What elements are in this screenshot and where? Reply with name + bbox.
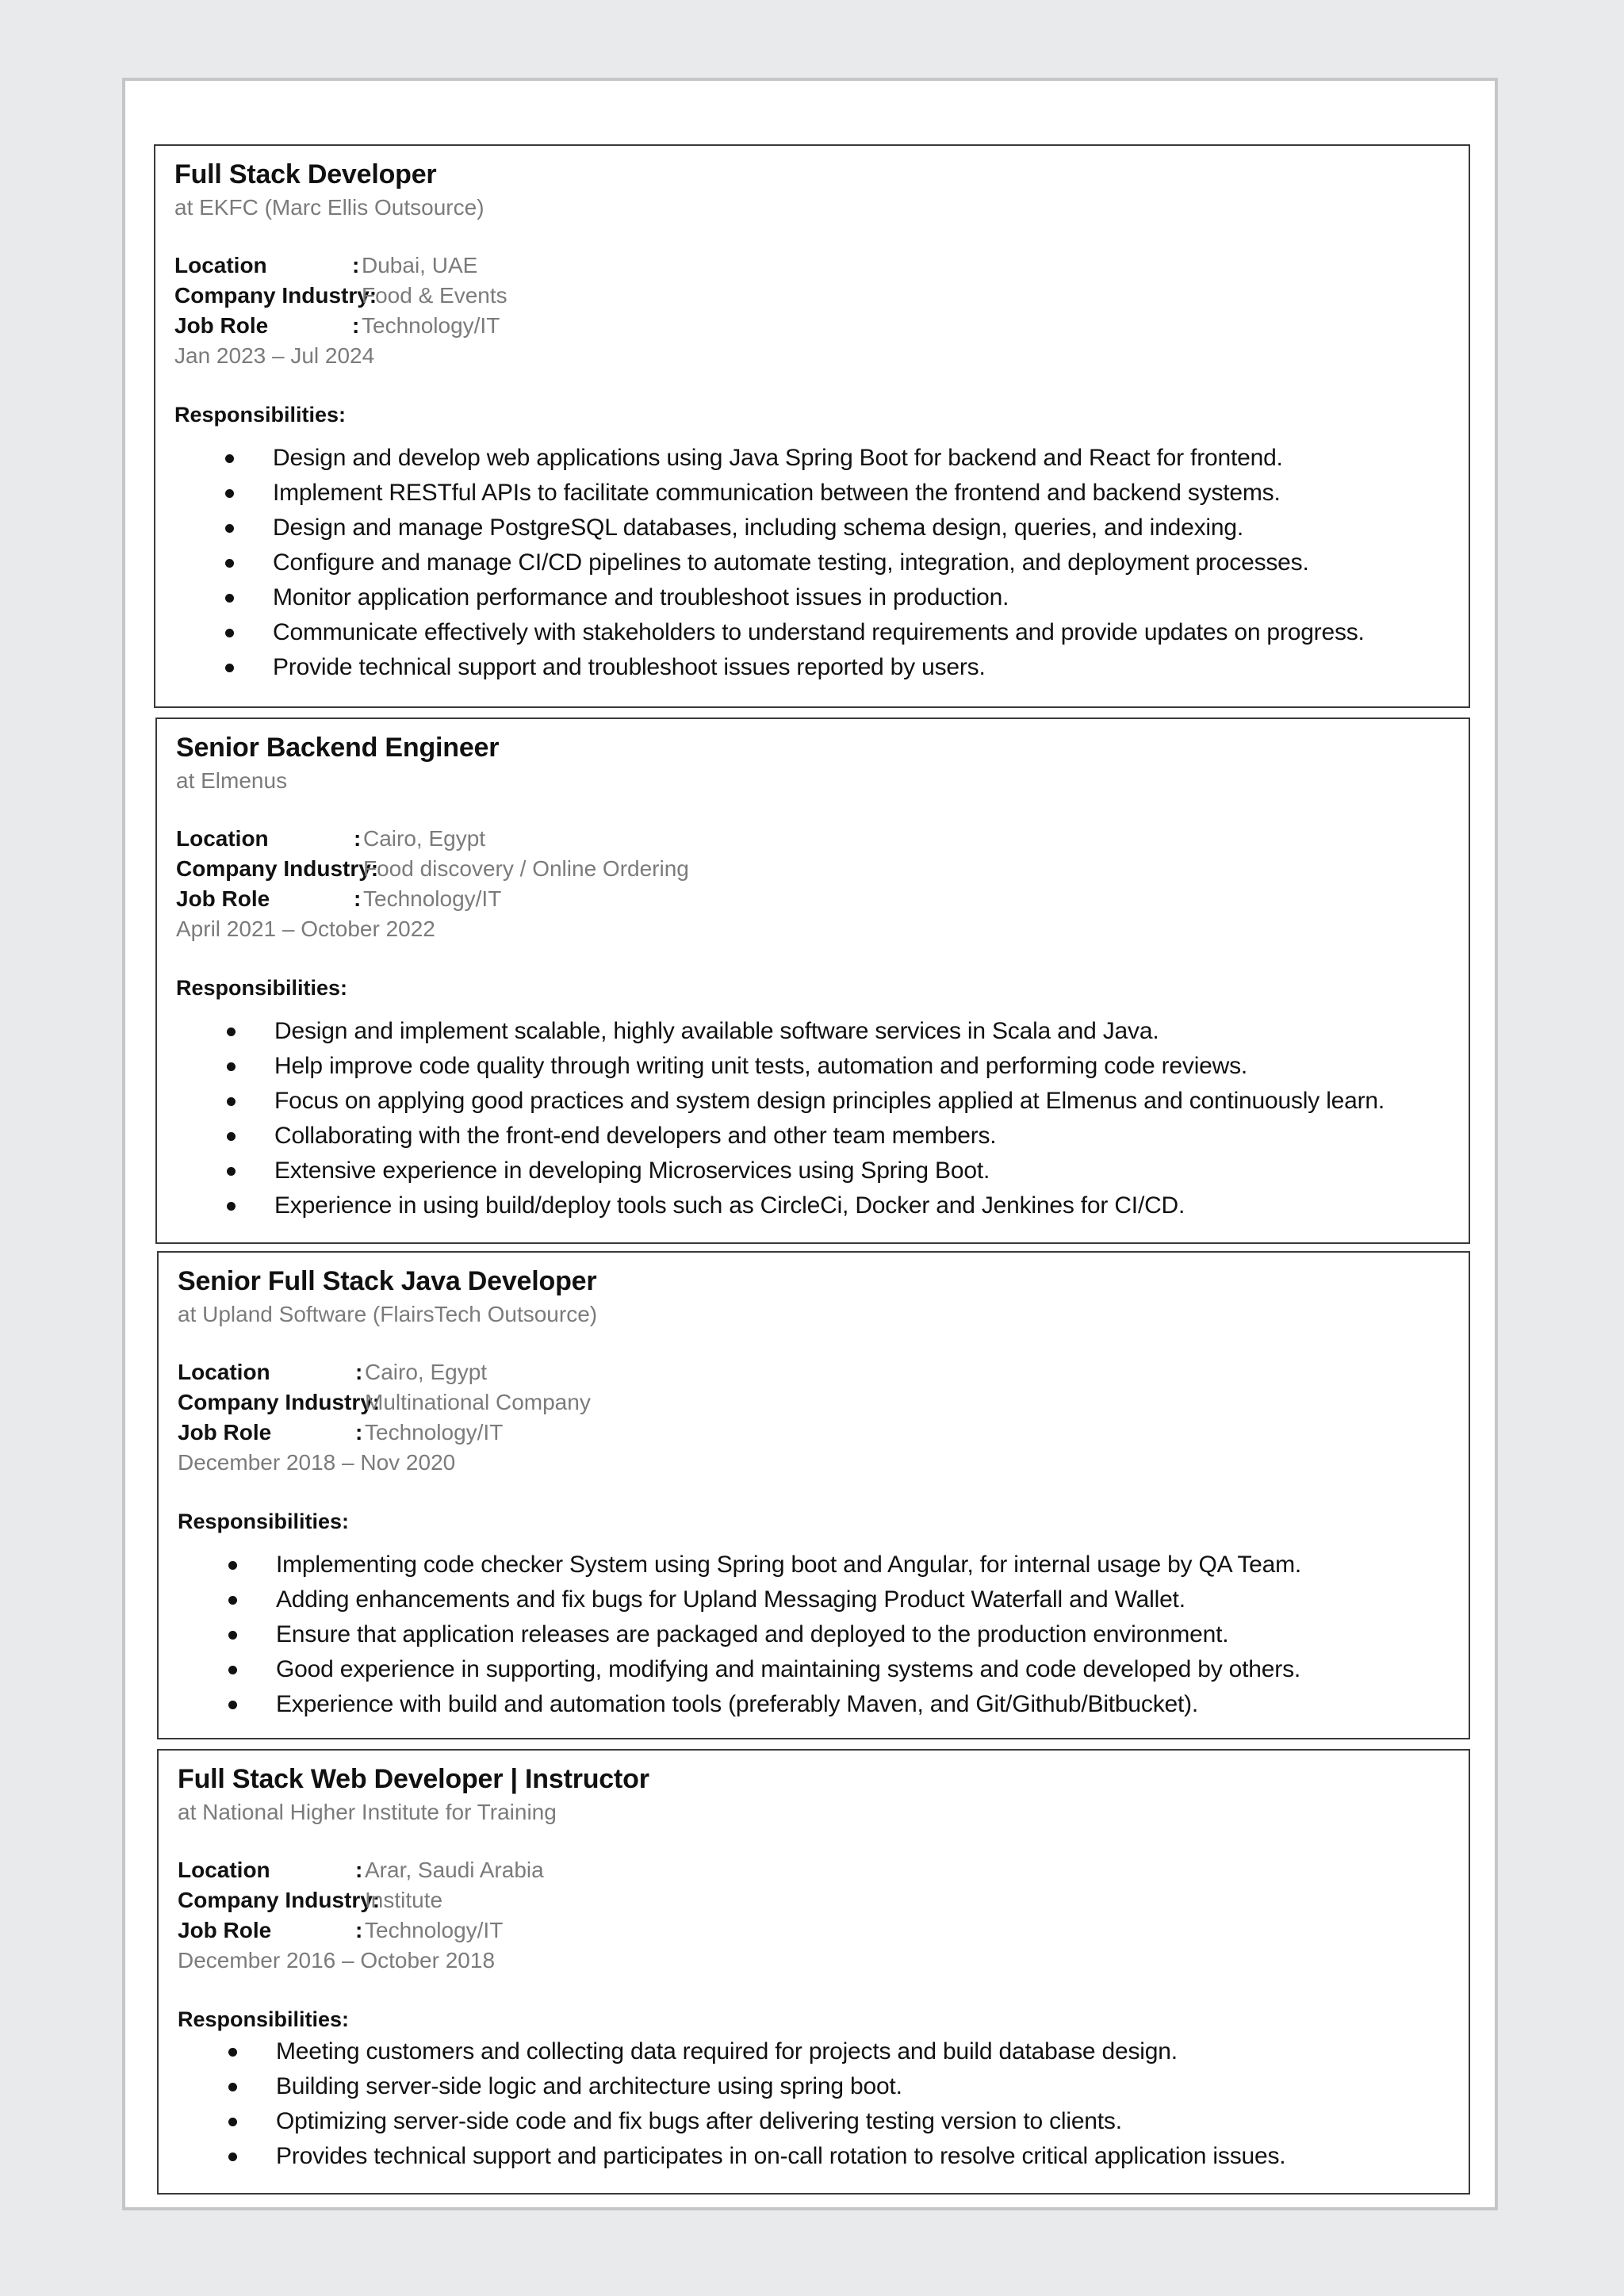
location-row (176, 824, 1450, 854)
list-item: Adding enhancements and fix bugs for Upland Messaging Product Waterfall and Wallet. (178, 1582, 1450, 1617)
company-name: at Elmenus (176, 768, 288, 793)
list-item: Implement RESTful APIs to facilitate communication between the frontend and backend systems. (174, 476, 1450, 511)
industry-row (178, 1885, 1450, 1915)
responsibilities-list (176, 1014, 1450, 1223)
list-item: Configure and manage CI/CD pipelines to automate testing, integration, and deployment processes. (174, 545, 1450, 580)
company-name: at EKFC (Marc Ellis Outsource) (174, 195, 485, 220)
company-name: at National Higher Institute for Training (178, 1800, 557, 1824)
responsibilities-list (178, 1548, 1450, 1722)
job-entry-upland (157, 1251, 1470, 1739)
employment-dates: December 2018 – Nov 2020 (178, 1450, 456, 1475)
list-item: Implementing code checker System using Spring boot and Angular, for internal usage by QA Team. (178, 1548, 1450, 1582)
separator: : (355, 1918, 363, 1942)
location-label: Location (174, 253, 267, 277)
resume-page (122, 78, 1498, 2210)
job-title: Full Stack Web Developer | Instructor (178, 1764, 649, 1794)
list-item: Meeting customers and collecting data required for projects and build database design. (178, 2034, 1450, 2069)
location-value: Cairo, Egypt (363, 826, 486, 851)
location-label: Location (178, 1360, 270, 1384)
role-row (178, 1418, 1450, 1448)
separator: : (352, 313, 360, 338)
list-item: Experience with build and automation tools (preferably Maven, and Git/Github/Bitbucket). (178, 1687, 1450, 1722)
responsibilities-heading: Responsibilities: (178, 2007, 350, 2031)
separator: : (352, 253, 360, 277)
location-value: Arar, Saudi Arabia (365, 1858, 544, 1882)
company-name: at Upland Software (FlairsTech Outsource) (178, 1302, 598, 1326)
list-item: Design and manage PostgreSQL databases, including schema design, queries, and indexing. (174, 511, 1450, 545)
responsibilities-heading: Responsibilities: (174, 403, 347, 427)
separator: : (354, 886, 362, 911)
list-item: Provides technical support and participates in on-call rotation to resolve critical application issues. (178, 2139, 1450, 2174)
role-row (178, 1915, 1450, 1946)
separator: : (355, 1858, 363, 1882)
industry-value: Multinational Company (365, 1390, 591, 1414)
list-item: Design and develop web applications using Java Spring Boot for backend and React for frontend. (174, 441, 1450, 476)
industry-row (174, 281, 1450, 311)
role-value: Technology/IT (365, 1420, 504, 1445)
job-title: Senior Full Stack Java Developer (178, 1266, 597, 1296)
list-item: Ensure that application releases are packaged and deployed to the production environment. (178, 1617, 1450, 1652)
list-item: Monitor application performance and troubleshoot issues in production. (174, 580, 1450, 615)
role-label: Job Role (178, 1420, 272, 1445)
responsibilities-list (174, 441, 1450, 685)
job-entry-ekfc (154, 144, 1470, 708)
responsibilities-heading: Responsibilities: (178, 1510, 350, 1533)
role-row (176, 884, 1450, 914)
industry-label: Company Industry: (178, 1888, 381, 1912)
job-title: Senior Backend Engineer (176, 733, 500, 763)
location-row (174, 251, 1450, 281)
list-item: Provide technical support and troubleshoot issues reported by users. (174, 650, 1450, 685)
industry-row (178, 1387, 1450, 1418)
role-label: Job Role (176, 886, 270, 911)
employment-dates: Jan 2023 – Jul 2024 (174, 343, 375, 368)
location-value: Dubai, UAE (362, 253, 478, 277)
industry-value: Institute (365, 1888, 443, 1912)
responsibilities-heading: Responsibilities: (176, 976, 348, 1000)
list-item: Good experience in supporting, modifying and maintaining systems and code developed by others. (178, 1652, 1450, 1687)
separator: : (355, 1360, 363, 1384)
role-value: Technology/IT (365, 1918, 504, 1942)
list-item: Extensive experience in developing Microservices using Spring Boot. (176, 1154, 1450, 1188)
role-value: Technology/IT (363, 886, 502, 911)
separator: : (355, 1420, 363, 1445)
industry-row (176, 854, 1450, 884)
location-row (178, 1855, 1450, 1885)
job-title: Full Stack Developer (174, 159, 437, 189)
industry-value: Food & Events (362, 283, 508, 308)
location-value: Cairo, Egypt (365, 1360, 488, 1384)
list-item: Collaborating with the front-end developers and other team members. (176, 1119, 1450, 1154)
location-row (178, 1357, 1450, 1387)
list-item: Focus on applying good practices and system design principles applied at Elmenus and continuously learn. (176, 1084, 1450, 1119)
role-row (174, 311, 1450, 341)
list-item: Building server-side logic and architecture using spring boot. (178, 2069, 1450, 2104)
list-item: Experience in using build/deploy tools such as CircleCi, Docker and Jenkines for CI/CD. (176, 1188, 1450, 1223)
list-item: Optimizing server-side code and fix bugs after delivering testing version to clients. (178, 2104, 1450, 2139)
separator: : (354, 826, 362, 851)
role-value: Technology/IT (362, 313, 500, 338)
industry-value: Food discovery / Online Ordering (363, 856, 689, 881)
role-label: Job Role (178, 1918, 272, 1942)
industry-label: Company Industry: (174, 283, 377, 308)
employment-dates: December 2016 – October 2018 (178, 1948, 496, 1973)
list-item: Design and implement scalable, highly available software services in Scala and Java. (176, 1014, 1450, 1049)
industry-label: Company Industry: (178, 1390, 381, 1414)
role-label: Job Role (174, 313, 269, 338)
list-item: Communicate effectively with stakeholders to understand requirements and provide updates on progress. (174, 615, 1450, 650)
employment-dates: April 2021 – October 2022 (176, 916, 435, 941)
location-label: Location (176, 826, 269, 851)
job-entry-elmenus (155, 718, 1470, 1244)
responsibilities-list (178, 2034, 1450, 2174)
job-entry-nhit (157, 1749, 1470, 2195)
list-item: Help improve code quality through writing unit tests, automation and performing code reviews. (176, 1049, 1450, 1084)
industry-label: Company Industry: (176, 856, 379, 881)
location-label: Location (178, 1858, 270, 1882)
